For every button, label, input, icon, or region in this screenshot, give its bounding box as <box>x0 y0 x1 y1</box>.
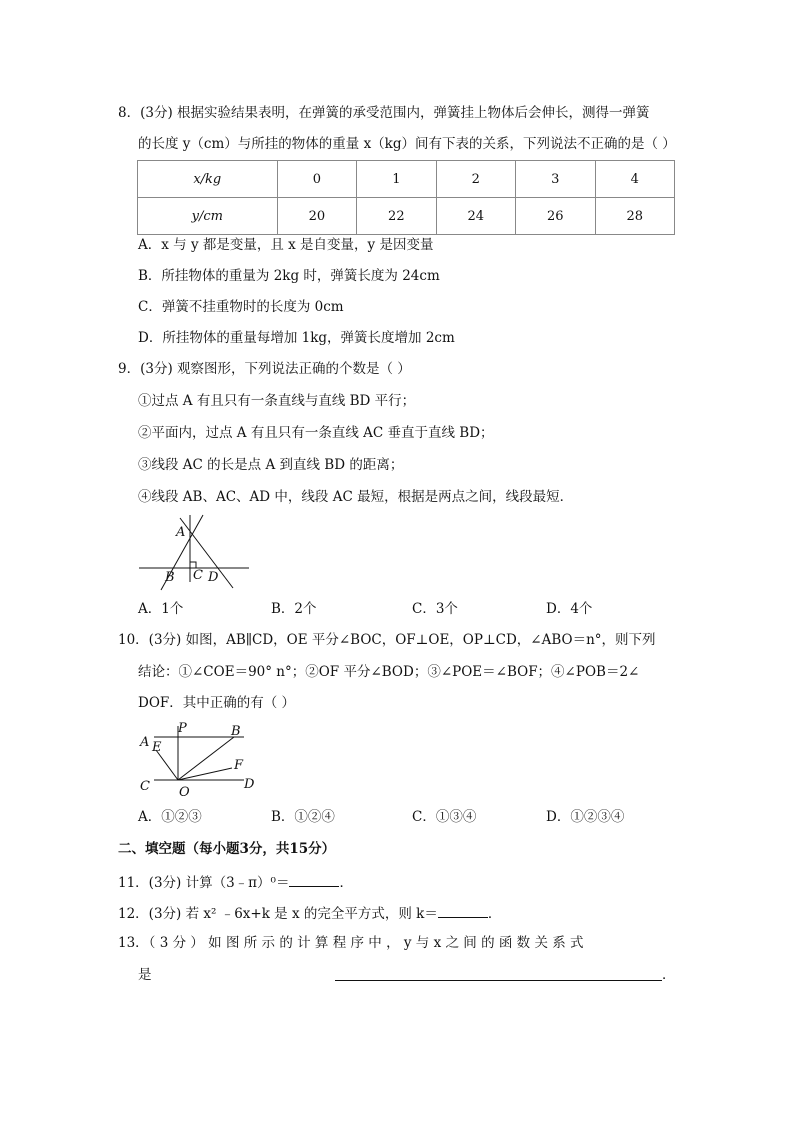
table-cell: 0 <box>277 161 356 198</box>
q9-label-b: B <box>165 570 175 585</box>
q10-label-c: C <box>140 779 150 794</box>
q11-text: 11．(3分) 计算（3﹣π）⁰＝ <box>118 875 290 891</box>
table-cell: 2 <box>436 161 515 198</box>
q10-label-e: E <box>152 740 162 755</box>
q8-option-d: D．所挂物体的重量每增加 1kg，弹簧长度增加 2cm <box>138 330 455 346</box>
q9-item-4: ④线段 AB、AC、AD 中，线段 AC 最短，根据是两点之间，线段最短． <box>138 489 574 505</box>
q11 <box>118 872 353 892</box>
q13-end: ． <box>662 967 676 983</box>
table-cell: 1 <box>357 161 436 198</box>
q12-text: 12．(3分) 若 x² ﹣6x+k 是 x 的完全平方式，则 k＝ <box>118 906 438 922</box>
q9-option-b: B．2个 <box>271 601 317 617</box>
q9-item-3: ③线段 AC 的长是点 A 到直线 BD 的距离； <box>138 457 404 473</box>
q9-label-a: A <box>176 525 186 540</box>
q8-option-a: A．x 与 y 都是变量，且 x 是自变量，y 是因变量 <box>138 237 434 253</box>
q8-option-c: C．弹簧不挂重物时的长度为 0cm <box>138 299 344 315</box>
q9-option-d: D．4个 <box>546 601 593 617</box>
q10-label-o: O <box>179 785 190 800</box>
q9-item-1: ①过点 A 有且只有一条直线与直线 BD 平行； <box>138 393 416 409</box>
q10-label-a: A <box>140 735 150 750</box>
q8-option-b: B．所挂物体的重量为 2kg 时，弹簧长度为 24cm <box>138 268 440 284</box>
table-cell: 24 <box>436 198 515 235</box>
q10-stem-line3: DOF．其中正确的有（ ） <box>138 695 296 711</box>
table-cell: 28 <box>595 198 675 235</box>
table-cell: 22 <box>357 198 436 235</box>
q10-label-p: P <box>178 721 187 736</box>
q11-answer-blank[interactable] <box>289 872 339 887</box>
q10-option-d: D．①②③④ <box>546 809 625 825</box>
q9-label-c: C <box>193 568 203 583</box>
q9-geometry-figure <box>136 512 251 592</box>
q10-geometry-figure <box>136 718 266 802</box>
table-cell: 3 <box>516 161 595 198</box>
q13-stem-line2: 是 <box>138 967 152 983</box>
q10-stem-line1: 10．(3分) 如图，AB∥CD，OE 平分∠BOC，OF⊥OE，OP⊥CD，∠ABO＝n°，则下列 <box>118 632 656 648</box>
q9-option-a: A．1个 <box>138 601 184 617</box>
q10-label-d: D <box>244 777 255 792</box>
q10-option-b: B．①②④ <box>271 809 335 825</box>
table-cell: 4 <box>595 161 675 198</box>
q10-stem-line2: 结论：①∠COE＝90° n°；②OF 平分∠BOD；③∠POE＝∠BOF；④∠POB＝2∠ <box>138 664 640 680</box>
q13-stem-line1: 13．（ 3 分 ） 如 图 所 示 的 计 算 程 序 中 ， y 与 x 之 间 的 函 数 关 系 式 <box>118 935 584 951</box>
q8-stem-line2: 的长度 y（cm）与所挂的物体的重量 x（kg）间有下表的关系，下列说法不正确的是（ ） <box>138 136 676 152</box>
q9-item-2: ②平面内，过点 A 有且只有一条直线 AC 垂直于直线 BD； <box>138 425 494 441</box>
table-cell: x/kg <box>138 161 278 198</box>
q11-end: ． <box>339 875 353 891</box>
q12-answer-blank[interactable] <box>438 903 488 918</box>
table-cell: 20 <box>277 198 356 235</box>
section-heading: 二、填空题（每小题3分，共15分） <box>118 841 336 857</box>
table-row <box>138 161 675 198</box>
table-cell: 26 <box>516 198 595 235</box>
q10-label-f: F <box>234 758 244 773</box>
q10-option-a: A．①②③ <box>138 809 202 825</box>
q10-label-b: B <box>231 724 241 739</box>
q8-stem-line1: 8．(3分) 根据实验结果表明，在弹簧的承受范围内，弹簧挂上物体后会伸长，测得一弹簧 <box>118 105 650 121</box>
q9-stem: 9．(3分) 观察图形，下列说法正确的个数是（ ） <box>118 361 411 377</box>
table-cell: y/cm <box>138 198 278 235</box>
table-row <box>138 198 675 235</box>
q9-option-c: C．3个 <box>412 601 458 617</box>
q9-label-d: D <box>208 570 219 585</box>
q8-table <box>137 160 675 235</box>
q13-answer-blank[interactable] <box>335 966 662 981</box>
q10-option-c: C．①③④ <box>412 809 477 825</box>
q12 <box>118 903 501 923</box>
q12-end: ． <box>487 906 502 922</box>
